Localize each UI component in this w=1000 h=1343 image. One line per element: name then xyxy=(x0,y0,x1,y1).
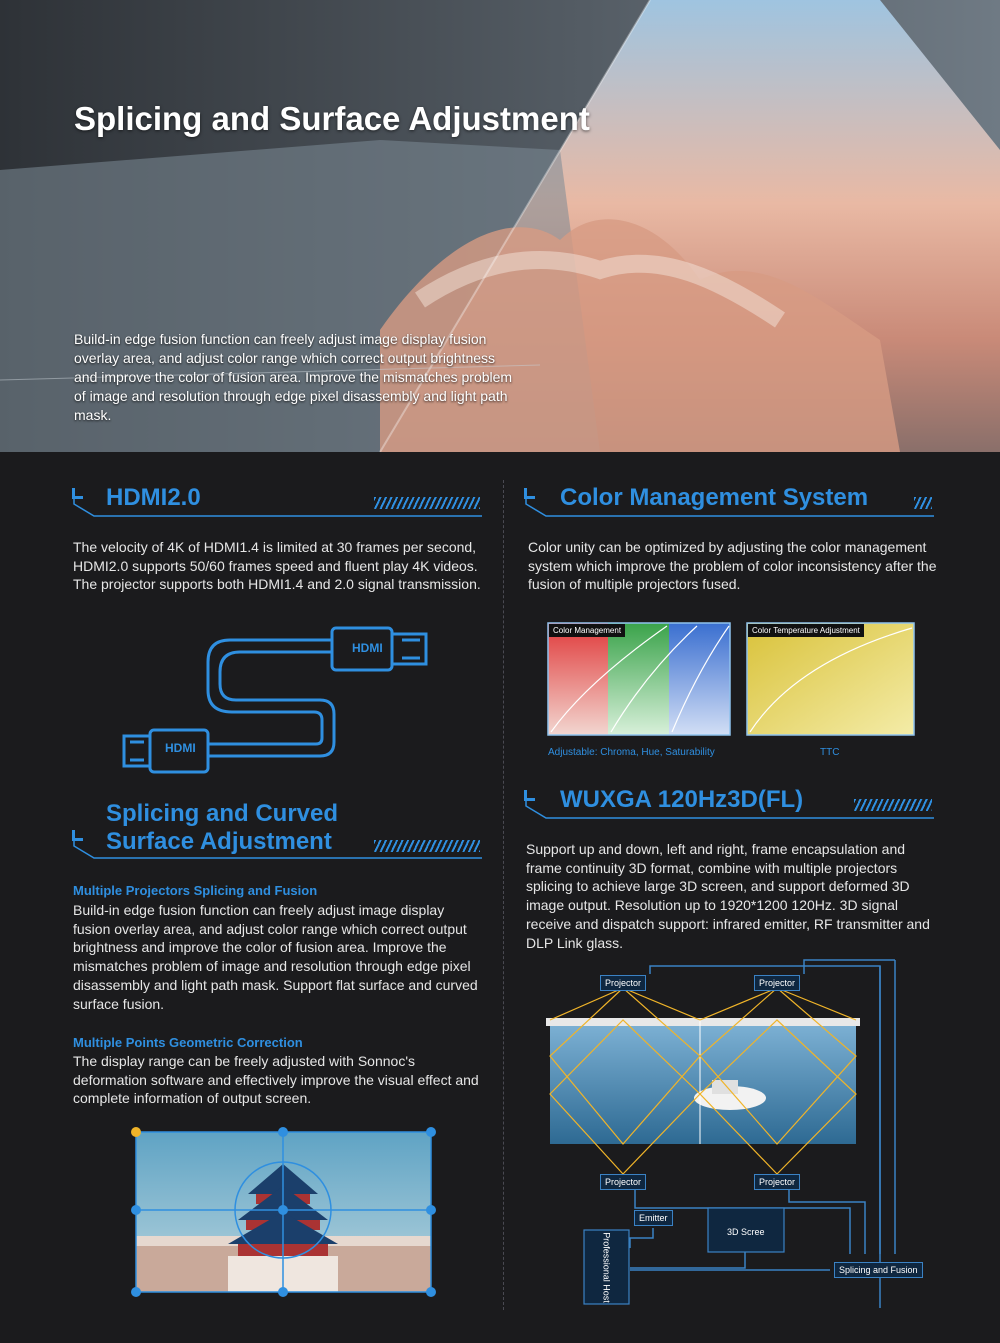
hdmi-header-line xyxy=(72,484,484,520)
color-header-line xyxy=(524,484,936,520)
hdmi-description: The velocity of 4K of HDMI1.4 is limited at 30 frames per second, HDMI2.0 supports 50/60 frames speed and fluent play 4K videos. The projector supports both HDMI1.4 and 2.0 signal transmission. xyxy=(73,539,481,593)
splicing-header-line xyxy=(72,826,484,862)
splicing-subtitle-geometric: Multiple Points Geometric Correction xyxy=(73,1035,303,1050)
professional-host-label: Professional Host xyxy=(601,1232,612,1303)
projector-top-left: Projector xyxy=(600,975,646,991)
hero-description: Build-in edge fusion function can freely adjust image display fusion overlay area, and adjust color range which correct output brightness and improve the color of fusion area. Improve the mismatches problem of image and resolution through edge pixel disassembly and light path mask. xyxy=(74,331,513,423)
hero-title: Splicing and Surface Adjustment xyxy=(74,100,590,137)
projector-bottom-left: Projector xyxy=(600,1174,646,1190)
wuxga-header-line xyxy=(524,786,936,822)
hdmi-title: HDMI2.0 xyxy=(106,484,201,511)
hdmi-plug-label-bottom: HDMI xyxy=(165,741,196,755)
column-divider xyxy=(503,480,504,1310)
splicing-geometric-description: The display range can be freely adjusted with Sonnoc's deformation software and effectively improve the visual effect and complete information of output screen. xyxy=(73,1053,479,1107)
wuxga-description: Support up and down, left and right, frame encapsulation and frame continuity 3D format, combine with multiple projectors splicing to achieve large 3D screen, and support deformed 3D image output. Resolution up to 1920*1200 120Hz. 3D signal receive and dispatch support: infrared emitter, RF transmitter and DLP Link glass. xyxy=(526,841,930,951)
color-management-panel xyxy=(547,622,731,736)
hero-section xyxy=(0,0,1000,452)
color-caption-chroma: Adjustable: Chroma, Hue, Saturability xyxy=(548,747,715,758)
color-description: Color unity can be optimized by adjusting the color management system which improve the problem of color inconsistency after the fusion of multiple projectors fused. xyxy=(528,539,937,593)
splicing-title-line1: Splicing and Curved xyxy=(106,800,339,827)
screen-3d-label: 3D Scree xyxy=(727,1227,765,1237)
splicing-fusion-box: Splicing and Fusion xyxy=(834,1262,923,1278)
color-management-label: Color Management xyxy=(549,624,625,637)
splicing-subtitle-fusion: Multiple Projectors Splicing and Fusion xyxy=(73,883,318,898)
color-temperature-label: Color Temperature Adjustment xyxy=(748,624,864,637)
emitter-box: Emitter xyxy=(634,1210,673,1226)
hdmi-plug-label-top: HDMI xyxy=(352,641,383,655)
projector-bottom-right: Projector xyxy=(754,1174,800,1190)
hdmi-cable-icon xyxy=(120,614,440,784)
splicing-fusion-description: Build-in edge fusion function can freely adjust image display fusion overlay area, and adjust color range which correct output brightness and improve the color of fusion area. Improve the mismatches problem of image and resolution through edge pixel disassembly and light path mask. Support flat surface and curved surface fusion. xyxy=(73,902,478,1012)
splicing-title-line2: Surface Adjustment xyxy=(106,828,332,855)
color-caption-ttc: TTC xyxy=(820,747,840,758)
geometric-correction-image xyxy=(128,1124,440,1300)
projector-top-right: Projector xyxy=(754,975,800,991)
color-title: Color Management System xyxy=(560,484,869,511)
color-temperature-panel xyxy=(746,622,915,736)
wuxga-title: WUXGA 120Hz3D(FL) xyxy=(560,786,804,813)
